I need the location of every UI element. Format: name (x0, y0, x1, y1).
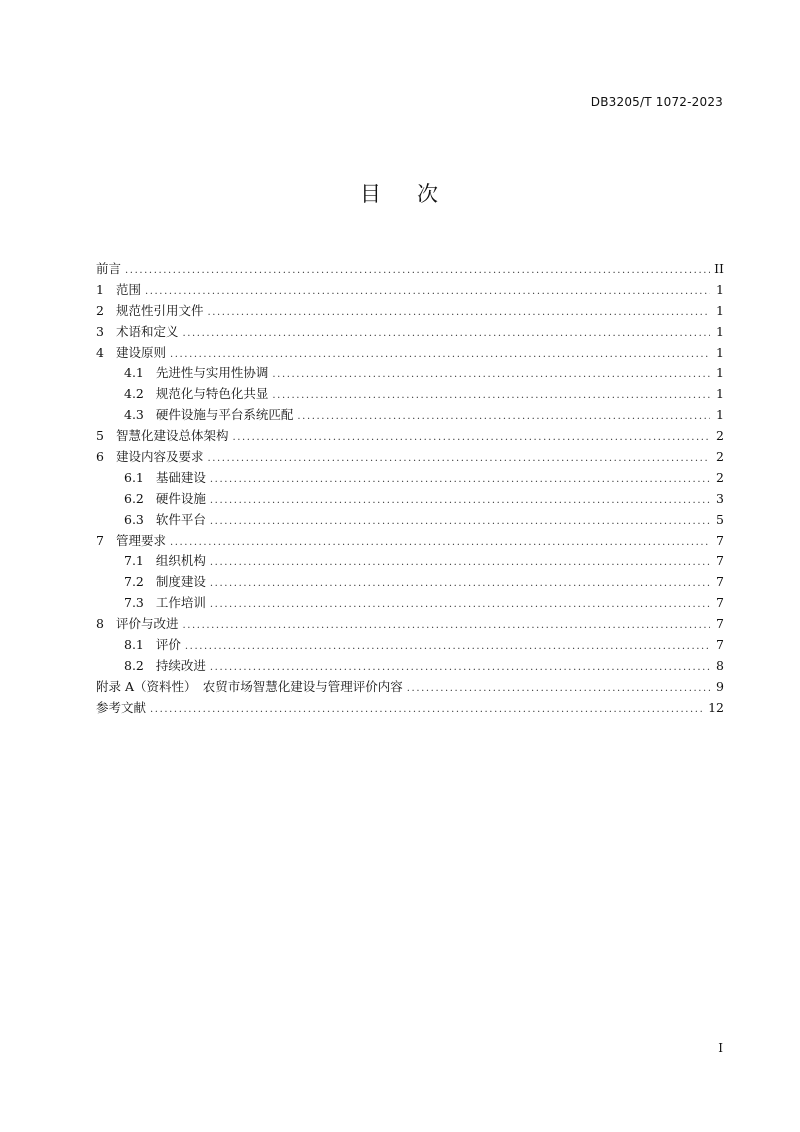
toc-entry-number: 4.1 (124, 365, 144, 381)
toc-dot-leader (170, 533, 710, 554)
toc-entry-number: 7.3 (124, 595, 144, 611)
toc-entry-title: 参考文献 (96, 699, 147, 715)
toc-entry-number: 8.1 (124, 637, 144, 653)
toc-entry[interactable] (96, 656, 724, 677)
toc-entry-label (124, 405, 293, 426)
toc-entry-label (96, 698, 146, 719)
toc-entry-title: 工作培训 (155, 595, 206, 611)
toc-entry-page: 7 (716, 637, 724, 653)
document-code: DB3205/T 1072-2023 (590, 95, 723, 109)
toc-entry-number: 4 (96, 344, 104, 360)
toc-entry-page: 7 (716, 532, 724, 548)
toc-entry-label (96, 280, 141, 301)
toc-entry-label (124, 551, 206, 572)
toc-dot-leader (170, 345, 710, 366)
toc-entry-title: 软件平台 (155, 511, 206, 527)
toc-dot-leader (210, 470, 710, 491)
toc-entry-label (96, 447, 203, 468)
toc-entry[interactable] (96, 510, 724, 531)
toc-entry-number: 5 (96, 428, 104, 444)
toc-entry-page: 2 (716, 428, 724, 444)
toc-entry-title: 制度建设 (155, 574, 206, 590)
toc-entry-title: 管理要求 (115, 532, 166, 548)
toc-entry-number: 6.1 (124, 469, 144, 485)
toc-entry-page: II (714, 261, 724, 276)
toc-entry-number: 4.2 (124, 386, 144, 402)
toc-entry-page: 1 (716, 407, 724, 423)
toc-entry-label (96, 301, 203, 322)
toc-entry-page: 7 (716, 595, 724, 611)
toc-entry-number: 4.3 (124, 407, 144, 423)
toc-entry[interactable] (96, 259, 724, 280)
toc-entry-page: 9 (716, 678, 724, 694)
toc-entry-title: 评价与改进 (115, 616, 179, 632)
toc-dot-leader (185, 637, 710, 658)
toc-entry-label (96, 531, 166, 552)
toc-entry-page: 2 (716, 469, 724, 485)
toc-entry[interactable] (96, 384, 724, 405)
toc-entry-number: 7 (96, 532, 104, 548)
toc-entry-label (124, 384, 268, 405)
toc-entry-title: 前言 (96, 261, 122, 276)
toc-entry-page: 5 (716, 511, 724, 527)
toc-dot-leader (272, 386, 710, 407)
toc-entry-page: 8 (716, 657, 724, 673)
toc-entry-page: 1 (716, 323, 724, 339)
toc-dot-leader (210, 574, 710, 595)
toc-entry-label (96, 259, 121, 280)
toc-entry-number: 6.3 (124, 511, 144, 527)
toc-entry[interactable] (96, 551, 724, 572)
toc-entry[interactable] (96, 489, 724, 510)
toc-entry-title: 硬件设施 (155, 490, 206, 506)
toc-entry-label (124, 593, 206, 614)
toc-entry-label (124, 363, 268, 384)
toc-entry[interactable] (96, 635, 724, 656)
toc-entry-label (96, 677, 403, 698)
toc-heading-char-1: 目 (360, 182, 383, 206)
toc-dot-leader (210, 595, 710, 616)
toc-entry[interactable] (96, 280, 724, 301)
toc-entry-number: 1 (96, 281, 104, 297)
toc-entry-number: 6 (96, 449, 104, 465)
toc-entry-number: 7.1 (124, 553, 144, 569)
toc-dot-leader (207, 303, 710, 324)
toc-entry[interactable] (96, 614, 724, 635)
toc-dot-leader (210, 512, 710, 533)
toc-dot-leader (207, 449, 710, 470)
toc-entry-number: 2 (96, 302, 104, 318)
toc-entry-label (96, 426, 228, 447)
toc-entry[interactable] (96, 572, 724, 593)
toc-entry[interactable] (96, 343, 724, 364)
toc-entry-title: 智慧化建设总体架构 (115, 428, 229, 444)
toc-entry[interactable] (96, 322, 724, 343)
toc-dot-leader (407, 679, 710, 700)
toc-entry[interactable] (96, 301, 724, 322)
page-number: I (718, 1041, 723, 1055)
toc-entry[interactable] (96, 677, 724, 698)
table-of-contents (96, 259, 724, 719)
toc-entry-page: 7 (716, 574, 724, 590)
toc-entry-label (124, 572, 206, 593)
toc-entry-title: 先进性与实用性协调 (155, 365, 269, 381)
toc-dot-leader (210, 491, 710, 512)
toc-entry-label (96, 614, 178, 635)
toc-entry-label (96, 322, 178, 343)
toc-entry-number: 7.2 (124, 574, 144, 590)
toc-entry-page: 12 (708, 699, 724, 715)
toc-entry-label (124, 656, 206, 677)
toc-entry-label (96, 343, 166, 364)
toc-dot-leader (272, 365, 710, 386)
toc-entry[interactable] (96, 468, 724, 489)
toc-entry-label (124, 635, 181, 656)
toc-entry[interactable] (96, 447, 724, 468)
toc-entry-title: 基础建设 (155, 469, 206, 485)
toc-entry[interactable] (96, 593, 724, 614)
toc-entry-title: 建设内容及要求 (115, 449, 204, 465)
toc-heading-char-2: 次 (417, 182, 440, 206)
toc-dot-leader (297, 407, 710, 428)
toc-entry-title: 范围 (115, 281, 141, 297)
toc-entry-number: 8 (96, 616, 104, 632)
toc-entry-page: 1 (716, 302, 724, 318)
toc-entry[interactable] (96, 405, 724, 426)
toc-entry-title: 术语和定义 (115, 323, 179, 339)
toc-entry-page: 1 (716, 365, 724, 381)
toc-entry-label (124, 468, 206, 489)
toc-heading (0, 178, 800, 208)
toc-entry-title: 规范化与特色化共显 (155, 386, 269, 402)
toc-entry[interactable] (96, 363, 724, 384)
toc-entry-page: 7 (716, 553, 724, 569)
toc-dot-leader (182, 324, 710, 345)
toc-entry-title: 评价 (155, 637, 181, 653)
toc-dot-leader (145, 282, 710, 303)
toc-entry[interactable] (96, 698, 724, 719)
toc-entry-title: 建设原则 (115, 344, 166, 360)
toc-entry-page: 1 (716, 386, 724, 402)
toc-entry-page: 7 (716, 616, 724, 632)
toc-entry[interactable] (96, 531, 724, 552)
toc-dot-leader (232, 428, 710, 449)
toc-entry-number: 8.2 (124, 657, 144, 673)
toc-entry-page: 2 (716, 449, 724, 465)
toc-entry-title: 规范性引用文件 (115, 302, 204, 318)
toc-dot-leader (210, 658, 710, 679)
toc-entry-number: 6.2 (124, 490, 144, 506)
toc-entry-label (124, 489, 206, 510)
toc-entry-label (124, 510, 206, 531)
toc-entry-page: 3 (716, 490, 724, 506)
toc-entry-page: 1 (716, 281, 724, 297)
toc-dot-leader (150, 700, 704, 721)
toc-entry-title: 组织机构 (155, 553, 206, 569)
toc-dot-leader (210, 553, 710, 574)
toc-entry-title: 持续改进 (155, 657, 206, 673)
toc-entry-title: 附录 A（资料性） 农贸市场智慧化建设与管理评价内容 (96, 678, 403, 694)
toc-dot-leader (182, 616, 710, 637)
toc-dot-leader (125, 261, 710, 282)
toc-entry-page: 1 (716, 344, 724, 360)
toc-entry-number: 3 (96, 323, 104, 339)
toc-entry-title: 硬件设施与平台系统匹配 (155, 407, 294, 423)
toc-entry[interactable] (96, 426, 724, 447)
